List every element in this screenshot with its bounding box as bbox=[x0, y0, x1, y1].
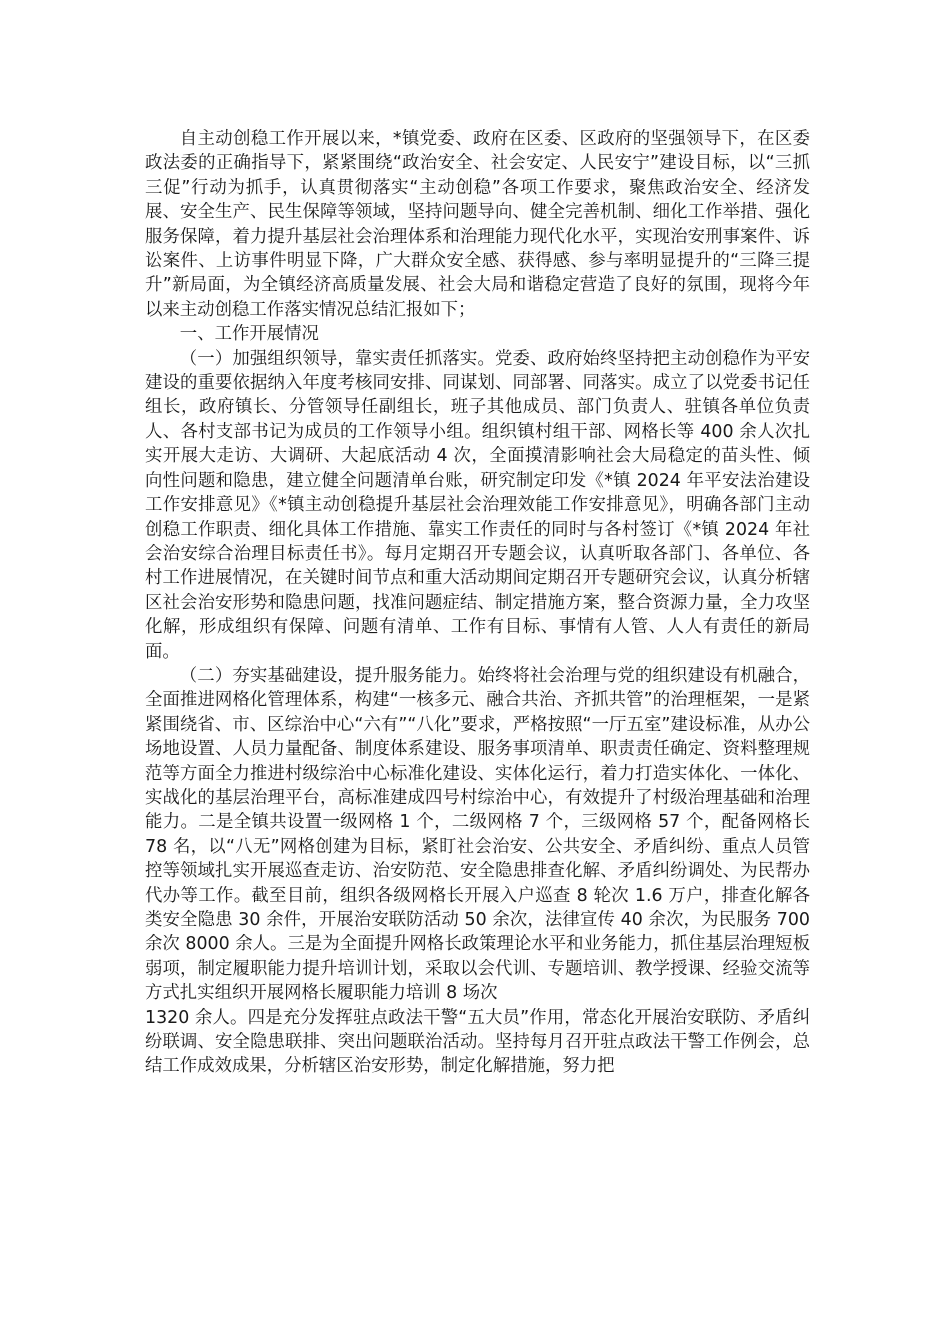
item-2-paragraph: （二）夯实基础建设，提升服务能力。始终将社会治理与党的组织建设有机融合，全面推进网格化管理体系，构建“一核多元、融合共治、齐抓共管”的治理框架，一是紧紧围绕省、市、区综治中心“六有”“八化”要求，严格按照“一厅五室”建设标准，从办公场地设置、人员力量配备、制度体系建设、服务事项清单、职责责任确定、资料整理规范等方面全力推进村级综治中心标准化建设、实体化运行，着力打造实体化、一体化、实战化的基层治理平台，高标准建成四号村综治中心，有效提升了村级治理基础和治理能力。二是全镇共设置一级网格 1 个，二级网格 7 个，三级网格 57 个，配备网格长 78 名，以“八无”网格创建为目标，紧盯社会治安、公共安全、矛盾纠纷、重点人员管控等领域扎实开展巡查走访、治安防范、安全隐患排查化解、矛盾纠纷调处、为民帮办代办等工作。截至目前，组织各级网格长开展入户巡查 8 轮次 1.6 万户，排查化解各类安全隐患 30 余件，开展治安联防活动 50 余次，法律宣传 40 余次，为民服务 700 余次 8000 余人。三是为全面提升网格长政策理论水平和业务能力，抓住基层治理短板弱项，制定履职能力提升培训计划，采取以会代训、专题培训、教学授课、经验交流等方式扎实组织开展网格长履职能力培训 8 场次 bbox=[145, 665, 810, 1004]
section-heading-work-status: 一、工作开展情况 bbox=[179, 324, 319, 345]
document-page bbox=[145, 127, 810, 1079]
item-1-paragraph: （一）加强组织领导，靠实责任抓落实。党委、政府始终坚持把主动创稳作为平安建设的重要依据纳入年度考核同安排、同谋划、同部署、同落实。成立了以党委书记任组长，政府镇长、分管领导任副组长，班子其他成员、部门负责人、驻镇各单位负责人、各村支部书记为成员的工作领导小组。组织镇村组干部、网格长等 400 余人次扎实开展大走访、大调研、大起底活动 4 次，全面摸清影响社会大局稳定的苗头性、倾向性问题和隐患，建立健全问题清单台账，研究制定印发《*镇 2024 年平安法治建设工作安排意见》《*镇主动创稳提升基层社会治理效能工作安排意见》，明确各部门主动创稳工作职责、细化具体工作措施、靠实工作责任的同时与各村签订《*镇 2024 年社会治安综合治理目标责任书》。每月定期召开专题会议，认真听取各部门、各单位、各村工作进展情况，在关键时间节点和重大活动期间定期召开专题研究会议，认真分析辖区社会治安形势和隐患问题，找准问题症结、制定措施方案，整合资源力量，全力攻坚化解，形成组织有保障、问题有清单、工作有目标、事情有人管、人人有责任的新局面。 bbox=[145, 348, 810, 662]
item-2-continuation: 1320 余人。四是充分发挥驻点政法干警“五大员”作用，常态化开展治安联防、矛盾纠纷联调、安全隐患联排、突出问题联治活动。坚持每月召开驻点政法干警工作例会，总结工作成效成果，分析辖区治安形势，制定化解措施，努力把 bbox=[145, 1007, 810, 1077]
intro-paragraph: 自主动创稳工作开展以来，*镇党委、政府在区委、区政府的坚强领导下，在区委政法委的正确指导下，紧紧围绕“政治安全、社会安定、人民安宁”建设目标，以“三抓三促”行动为抓手，认真贯彻落实“主动创稳”各项工作要求，聚焦政治安全、经济发展、安全生产、民生保障等领域，坚持问题导向、健全完善机制、细化工作举措、强化服务保障，着力提升基层社会治理体系和治理能力现代化水平，实现治安刑事案件、诉讼案件、上访事件明显下降，广大群众安全感、获得感、参与率明显提升的“三降三提升”新局面，为全镇经济高质量发展、社会大局和谐稳定营造了良好的氛围，现将今年以来主动创稳工作落实情况总结汇报如下； bbox=[145, 129, 810, 320]
